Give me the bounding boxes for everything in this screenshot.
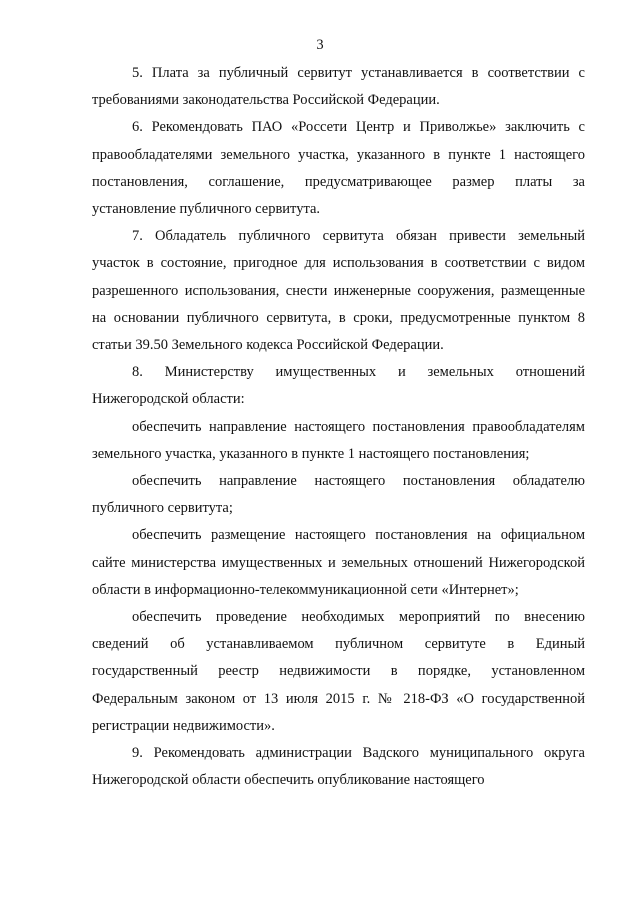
paragraph-7-land-restoration: 7. Обладатель публичного сервитута обязан привести земельный участок в состояние, пригодное для использования в соответствии с видом разрешенного использования, снести инженерные сооружения, размещенные на основании публичного сервитута, в сроки, предусмотренные пунктом 8 статьи 39.50 Земельного кодекса Российской Федерации. — [92, 228, 585, 354]
document-body — [92, 60, 585, 794]
paragraph-8-item-publish-website: обеспечить размещение настоящего постановления на официальном сайте министерства имущественных и земельных отношений Нижегородской области в информационно-телекоммуникационной сети «Интернет»; — [92, 527, 585, 598]
page-number: 3 — [316, 37, 324, 53]
paragraph-6-agreement: 6. Рекомендовать ПАО «Россети Центр и Приволжье» заключить с правообладателями земельного участка, указанного в пункте 1 настоящего постановления, соглашение, предусматривающее размер платы за установление публичного сервитута. — [92, 119, 585, 218]
paragraph-8-item-notify-owners: обеспечить направление настоящего постановления правообладателям земельного участка, указанного в пункте 1 настоящего постановления; — [92, 418, 585, 462]
paragraph-5-fee: 5. Плата за публичный сервитут устанавливается в соответствии с требованиями законодательства Российской Федерации. — [92, 65, 585, 109]
paragraph-9-administration: 9. Рекомендовать администрации Вадского муниципального округа Нижегородской области обеспечить опубликование настоящего — [92, 745, 585, 789]
paragraph-8-item-notify-holder: обеспечить направление настоящего постановления обладателю публичного сервитута; — [92, 473, 585, 517]
paragraph-8-item-registry: обеспечить проведение необходимых мероприятий по внесению сведений об устанавливаемом публичном сервитуте в Единый государственный реестр недвижимости в порядке, установленном Федеральным законом от 13 июля 2015 г. № 218-ФЗ «О государственной регистрации недвижимости». — [92, 609, 585, 734]
paragraph-8-ministry: 8. Министерству имущественных и земельных отношений Нижегородской области: — [92, 364, 585, 408]
